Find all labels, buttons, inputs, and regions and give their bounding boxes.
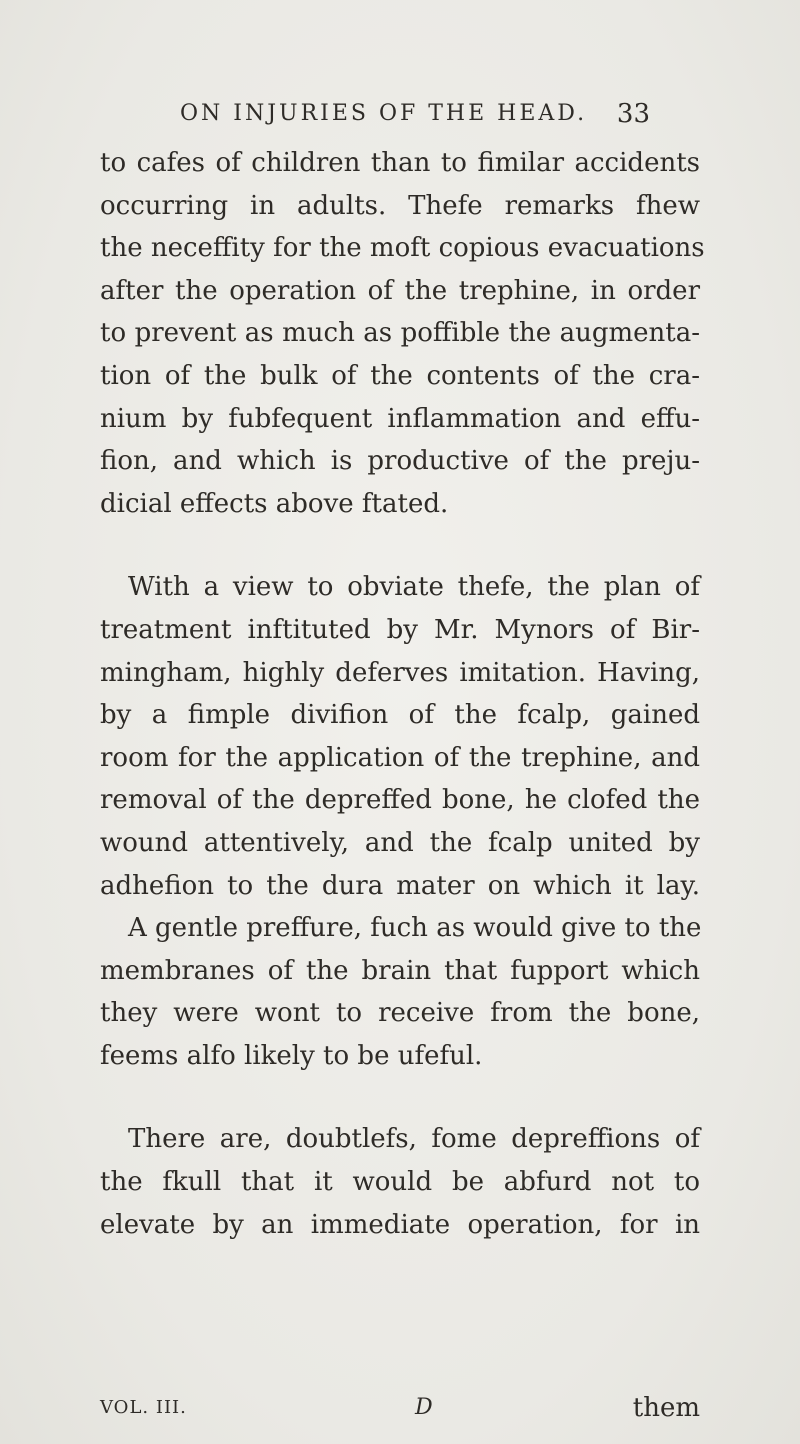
- text-line: they were wont to receive from the bone,: [100, 998, 700, 1029]
- text-line: feems alfo likely to be ufeful.: [100, 1040, 483, 1071]
- text-line: to prevent as much as poffible the augmenta-: [100, 318, 700, 349]
- volume-marker: VOL. III.: [100, 1397, 187, 1418]
- text-line: A gentle preffure, fuch as would give to the: [128, 913, 702, 944]
- text-line: the neceffity for the moft copious evacuations: [100, 233, 705, 264]
- text-line: the fkull that it would be abfurd not to: [100, 1167, 700, 1198]
- catchword: them: [632, 1393, 700, 1423]
- paragraph-1: [100, 142, 705, 525]
- text-line: tion of the bulk of the contents of the cra-: [100, 360, 700, 391]
- text-line: elevate by an immediate operation, for in: [100, 1209, 700, 1240]
- text-line: There are, doubtlefs, fome depreffions of: [128, 1124, 700, 1155]
- text-line: treatment inftituted by Mr. Mynors of Bir-: [100, 614, 700, 645]
- text-line: dicial effects above ftated.: [100, 488, 449, 519]
- paragraph-3: [100, 1118, 700, 1246]
- text-line: fion, and which is productive of the preju-: [100, 446, 700, 477]
- text-line: removal of the depreffed bone, he clofed the: [100, 785, 700, 816]
- paragraph-2: [100, 566, 700, 1077]
- text-line: mingham, highly deferves imitation. Having,: [100, 657, 700, 688]
- text-line: membranes of the brain that fupport which: [100, 955, 700, 986]
- text-line: nium by fubfequent inflammation and effu-: [100, 403, 700, 434]
- paragraph-gap: [100, 525, 700, 566]
- text-line: wound attentively, and the fcalp united by: [100, 827, 700, 858]
- text-line: by a fimple divifion of the fcalp, gained: [100, 700, 700, 731]
- paragraph-gap: [100, 1077, 700, 1118]
- text-line: after the operation of the trephine, in order: [100, 275, 700, 306]
- text-line: to cafes of children than to fimilar accidents: [100, 148, 700, 178]
- page-footer: [100, 1388, 700, 1428]
- page-number: 33: [616, 99, 650, 129]
- text-line: With a view to obviate thefe, the plan of: [128, 572, 700, 603]
- running-title: ON INJURIES OF THE HEAD.: [180, 101, 588, 126]
- text-line: occurring in adults. Thefe remarks fhew: [100, 190, 700, 221]
- signature-mark: D: [415, 1395, 433, 1420]
- body-text: [100, 142, 705, 1246]
- text-line: adhefion to the dura mater on which it lay.: [100, 870, 700, 901]
- text-line: room for the application of the trephine, and: [100, 742, 700, 773]
- running-head: [180, 96, 650, 136]
